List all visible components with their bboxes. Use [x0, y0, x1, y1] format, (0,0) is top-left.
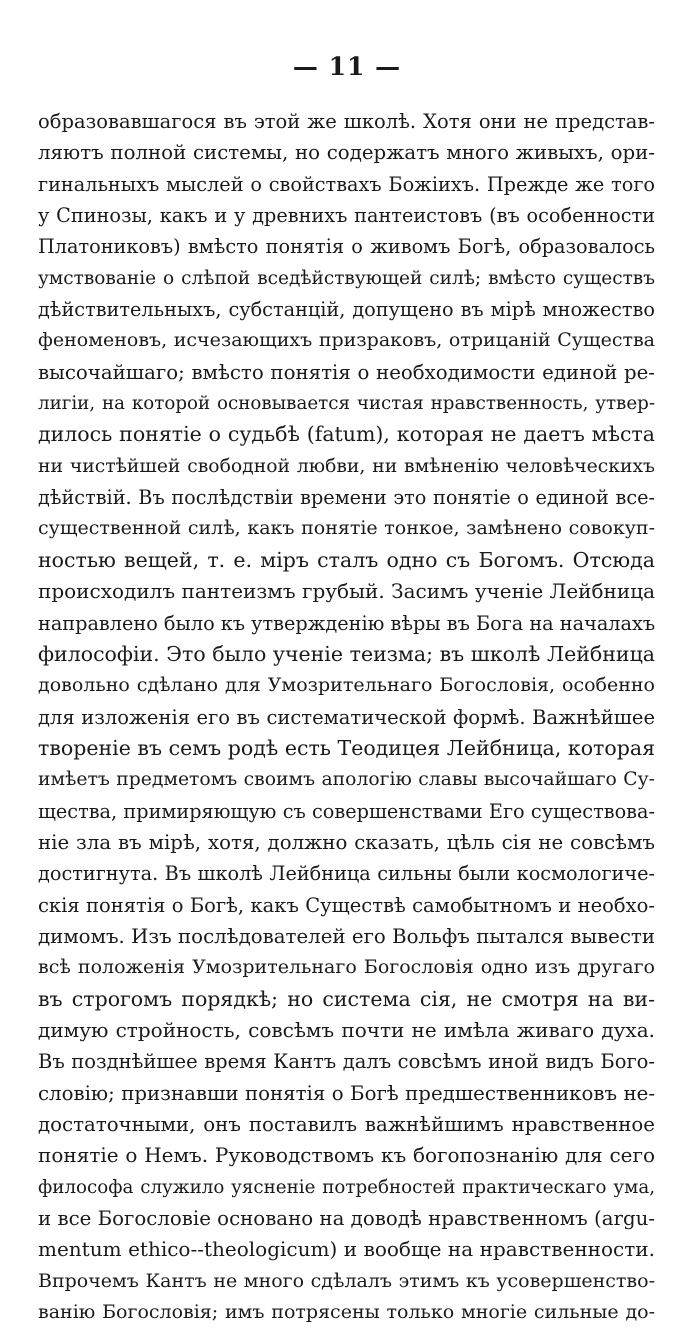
text-line: умствованіе о слѣпой вседѣйствующей силѣ; вмѣсто существъ [38, 267, 655, 289]
text-line: димую стройность, совсѣмъ почти не имѣла живаго духа. [38, 1017, 655, 1042]
text-line: происходилъ пантеизмъ грубый. Засимъ ученіе Лейбница [38, 579, 655, 604]
text-line: всѣ положенія Умозрительнаго Богословія одно изъ другаго [38, 956, 655, 979]
text-line: ляютъ полной системы, но содержатъ много живыхъ, ори- [38, 141, 655, 165]
text-line: существенной силѣ, какъ понятіе тонкое, замѣнено совокуп- [38, 517, 655, 540]
text-line: высочайшаго; вмѣсто понятія о необходимости единой ре- [38, 360, 655, 384]
text-line: ванію Богословія; имъ потрясены только многіе сильные до- [38, 1301, 655, 1324]
text-line: дѣйствій. Въ послѣдствіи времени это понятіе о единой все- [38, 486, 655, 510]
text-line: лигіи, на которой основывается чистая нравственность, утвер- [38, 393, 655, 415]
text-line: достаточными, онъ поставилъ важнѣйшимъ нравственное [38, 1113, 655, 1136]
text-line: димомъ. Изъ послѣдователей его Вольфъ пытался вывести [38, 924, 655, 948]
text-line: довольно сдѣлано для Умозрительнаго Богословія, особенно [38, 674, 655, 697]
text-line: ностью вещей, т. е. міръ сталъ одно съ Богомъ. Отсюда [38, 547, 655, 572]
text-line: имѣетъ предметомъ своимъ апологію славы высочайшаго Су- [38, 769, 655, 791]
text-line: mentum ethico--theologicum) и вообще на нравственности. [38, 1237, 655, 1262]
text-line: философа служило уясненіе потребностей практическаго ума, [38, 1176, 655, 1198]
text-line: скія понятія о Богѣ, какъ Существѣ самобытномъ и необхо- [38, 893, 655, 917]
text-line: образовавшагося въ этой же школѣ. Хотя они не представ- [38, 110, 655, 133]
text-line: Въ позднѣйшее время Кантъ далъ совсѣмъ иной видъ Бого- [38, 1050, 655, 1074]
text-line: твореніе въ семъ родѣ есть Теодицея Лейбница, которая [38, 735, 655, 760]
text-line: феноменовъ, исчезающихъ призраковъ, отрицаній Существа [38, 329, 655, 352]
text-line: гинальныхъ мыслей о свойствахъ Божіихъ. Прежде же того [38, 172, 655, 196]
text-line: дѣйствительныхъ, субстанцій, допущено въ мірѣ множество [38, 298, 655, 322]
text-line: достигнута. Въ школѣ Лейбница сильны были космологиче- [38, 862, 655, 886]
text-line: философіи. Это было ученіе теизма; въ школѣ Лейбница [38, 641, 655, 666]
text-line: Впрочемъ Кантъ не много сдѣлалъ этимъ къ усовершенство- [38, 1269, 655, 1292]
text-line: ни чистѣйшей свободной любви, ни вмѣненію человѣческихъ [38, 455, 655, 477]
text-line: дилось понятіе о судьбѣ (fatum), которая не даетъ мѣста [38, 422, 655, 447]
text-line: у Спинозы, какъ и у древнихъ пантеистовъ (въ особенности [38, 204, 655, 228]
text-line: щества, примиряющую съ совершенствами Его существова- [38, 799, 655, 823]
text-line: для изложенія его въ систематической формѣ. Важнѣйшее [38, 705, 655, 729]
text-line: словію; признавши понятія о Богѣ предшественниковъ не- [38, 1081, 655, 1105]
text-body [38, 106, 655, 1328]
text-line: и все Богословіе основано на доводѣ нравственномъ (argu- [38, 1207, 655, 1231]
text-line: въ строгомъ порядкѣ; но система сія, не смотря на ви- [38, 986, 655, 1011]
page-number: — 11 — [292, 52, 402, 81]
text-line: ніе зла въ мірѣ, хотя, должно сказать, цѣль сія не совсѣмъ [38, 830, 655, 854]
text-line: понятіе о Немъ. Руководствомъ къ богопознанію для сего [38, 1143, 655, 1168]
text-line: Платониковъ) вмѣсто понятія о живомъ Богѣ, образовалось [38, 235, 655, 259]
text-line: направлено было къ утвержденію вѣры въ Бога на началахъ [38, 611, 655, 635]
